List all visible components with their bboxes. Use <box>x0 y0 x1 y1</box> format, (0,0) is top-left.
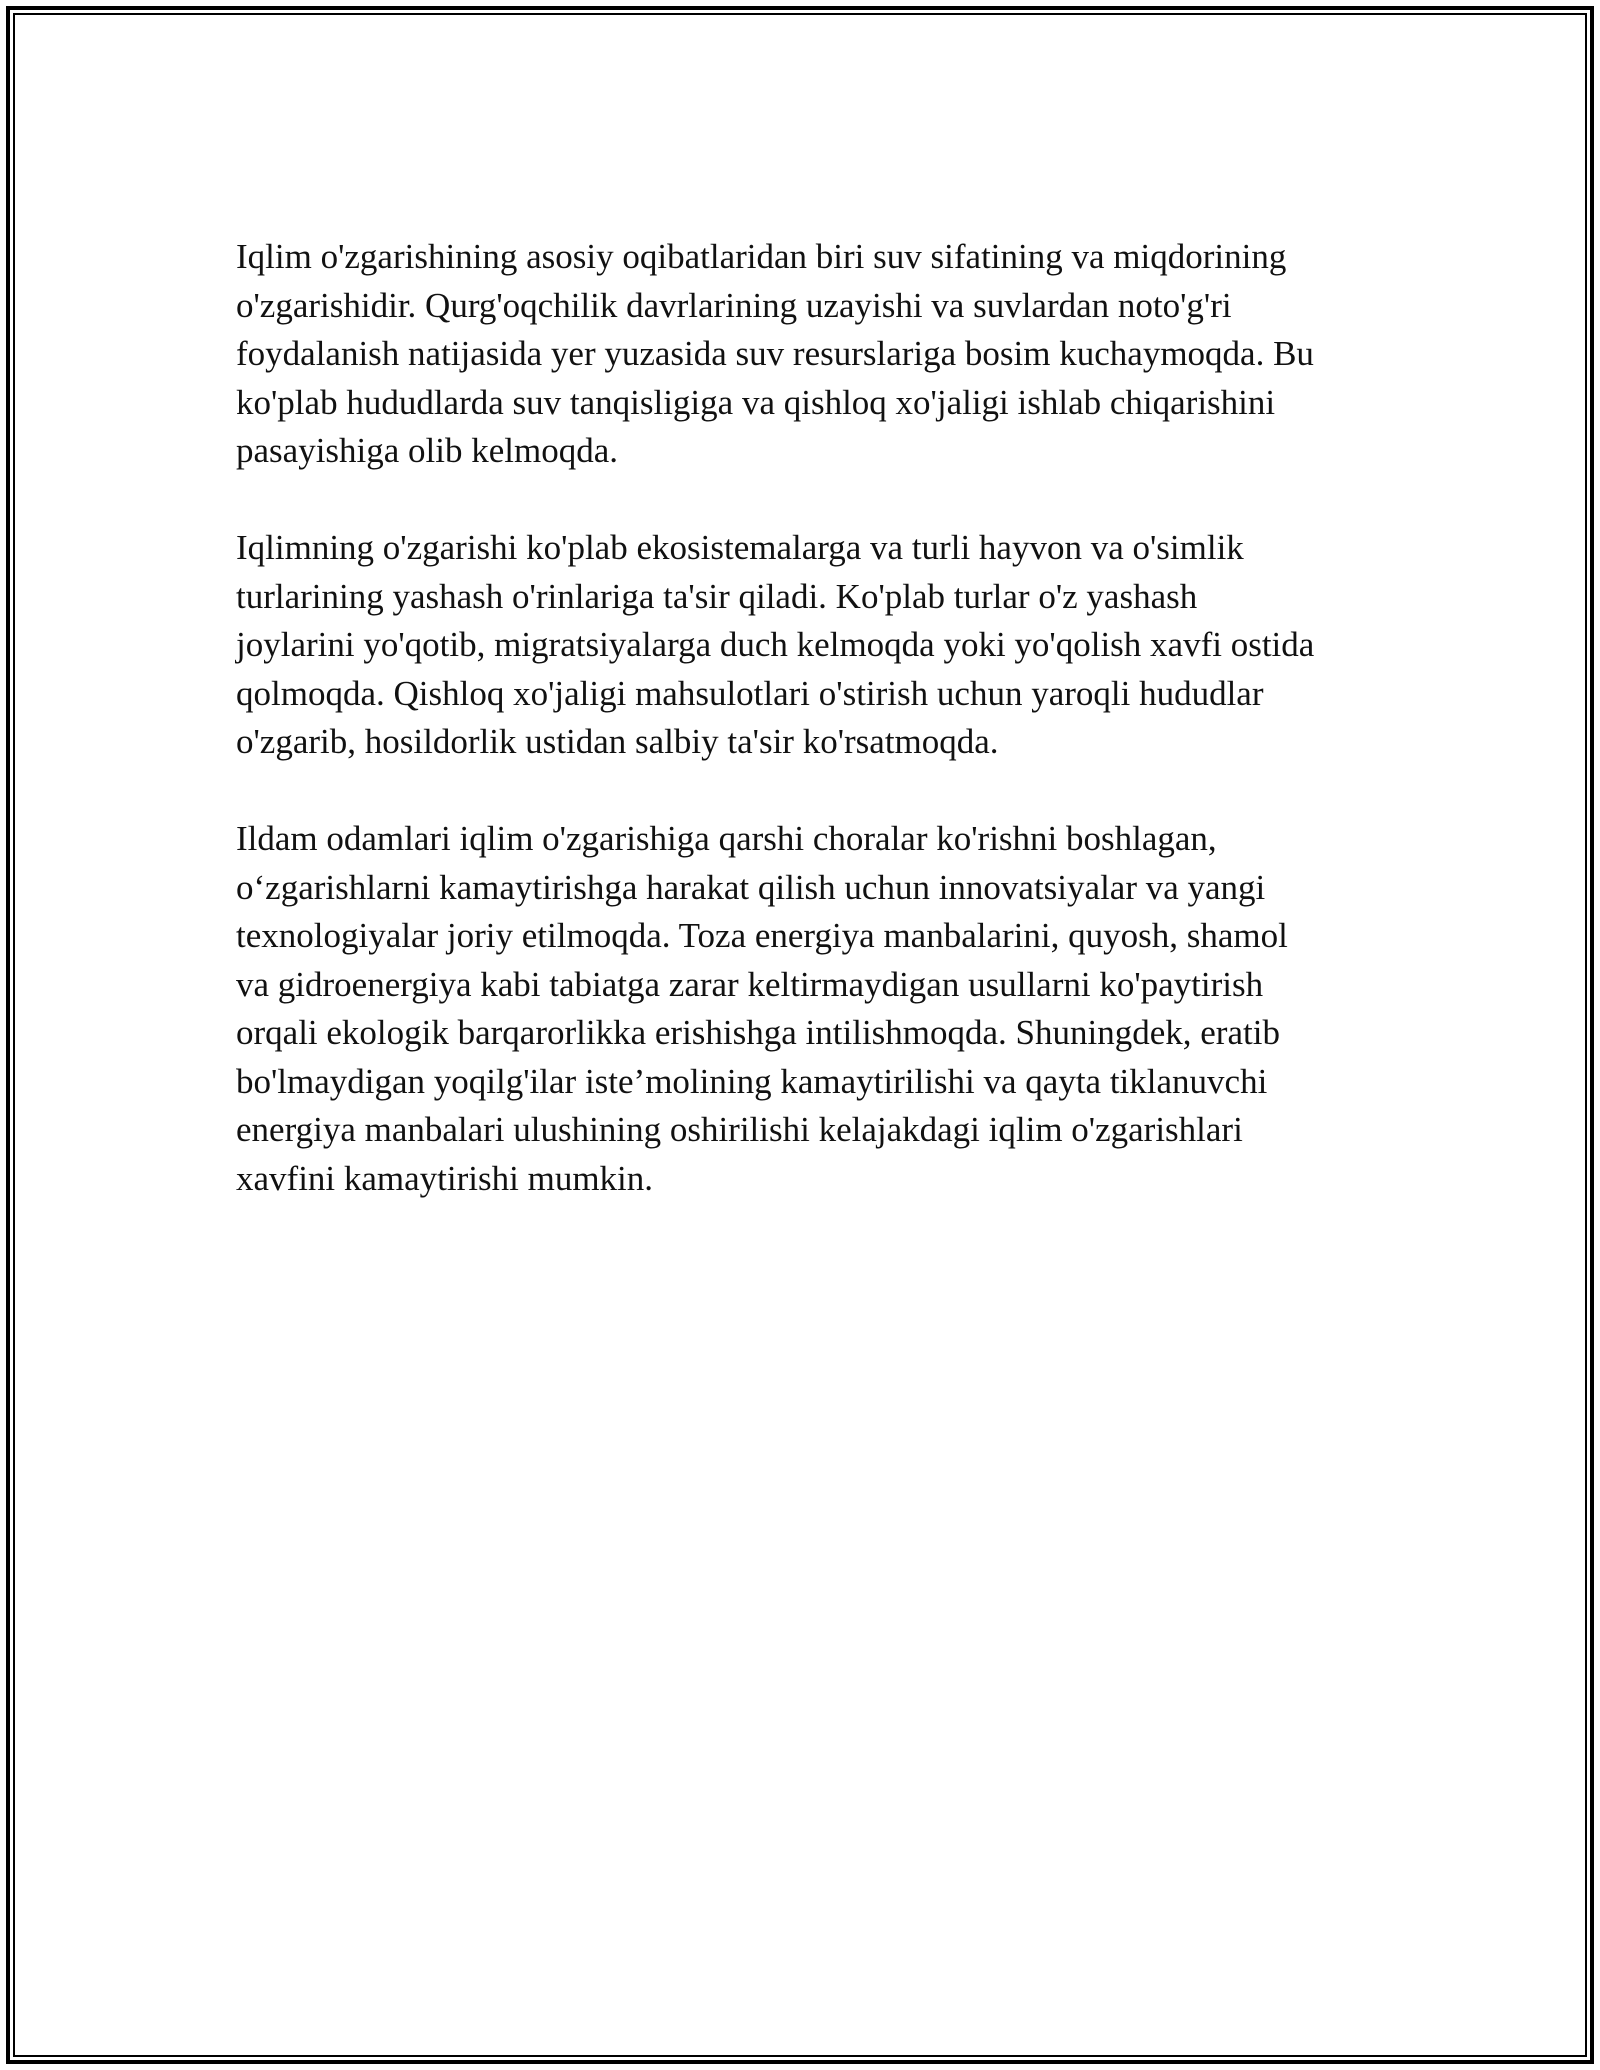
text-line: o‘zgarishlarni kamaytirishga harakat qilish uchun innovatsiyalar va yangi <box>236 867 1266 907</box>
text-line: o'zgarishidir. Qurg'oqchilik davrlarining uzayishi va suvlardan noto'g'ri <box>236 285 1232 325</box>
text-line: qolmoqda. Qishloq xo'jaligi mahsulotlari o'stirish uchun yaroqli hududlar <box>236 673 1264 713</box>
text-line: orqali ekologik barqarorlikka erishishga intilishmoqda. Shuningdek, eratib <box>236 1013 1280 1052</box>
text-line: turlarining yashash o'rinlariga ta'sir qiladi. Ko'plab turlar o'z yashash <box>236 576 1198 616</box>
text-line: pasayishiga olib kelmoqda. <box>236 431 619 470</box>
text-line: Iqlim o'zgarishining asosiy oqibatlaridan biri suv sifatining va miqdorining <box>236 237 1287 276</box>
text-line: xavfini kamaytirishi mumkin. <box>236 1158 654 1198</box>
document-body <box>236 233 1376 1252</box>
paragraph-3 <box>236 815 1376 1203</box>
text-line: energiya manbalari ulushining oshirilishi kelajakdagi iqlim o'zgarishlari <box>236 1110 1243 1149</box>
text-line: texnologiyalar joriy etilmoqda. Toza energiya manbalarini, quyosh, shamol <box>236 916 1288 955</box>
text-line: Ildam odamlari iqlim o'zgarishiga qarshi choralar ko'rishni boshlagan, <box>236 819 1217 858</box>
text-line: va gidroenergiya kabi tabiatga zarar keltirmaydigan usullarni ko'paytirish <box>236 964 1264 1004</box>
paragraph-1 <box>236 233 1376 476</box>
paragraph-2 <box>236 524 1376 767</box>
text-line: o'zgarib, hosildorlik ustidan salbiy ta'sir ko'rsatmoqda. <box>236 722 999 761</box>
text-line: ko'plab hududlarda suv tanqisligiga va qishloq xo'jaligi ishlab chiqarishini <box>236 382 1276 422</box>
text-line: foydalanish natijasida yer yuzasida suv resurslariga bosim kuchaymoqda. Bu <box>236 334 1314 373</box>
text-line: joylarini yo'qotib, migratsiyalarga duch kelmoqda yoki yo'qolish xavfi ostida <box>236 625 1315 664</box>
text-line: Iqlimning o'zgarishi ko'plab ekosistemalarga va turli hayvon va o'simlik <box>236 528 1244 567</box>
text-line: bo'lmaydigan yoqilg'ilar iste’molining kamaytirilishi va qayta tiklanuvchi <box>236 1061 1268 1101</box>
